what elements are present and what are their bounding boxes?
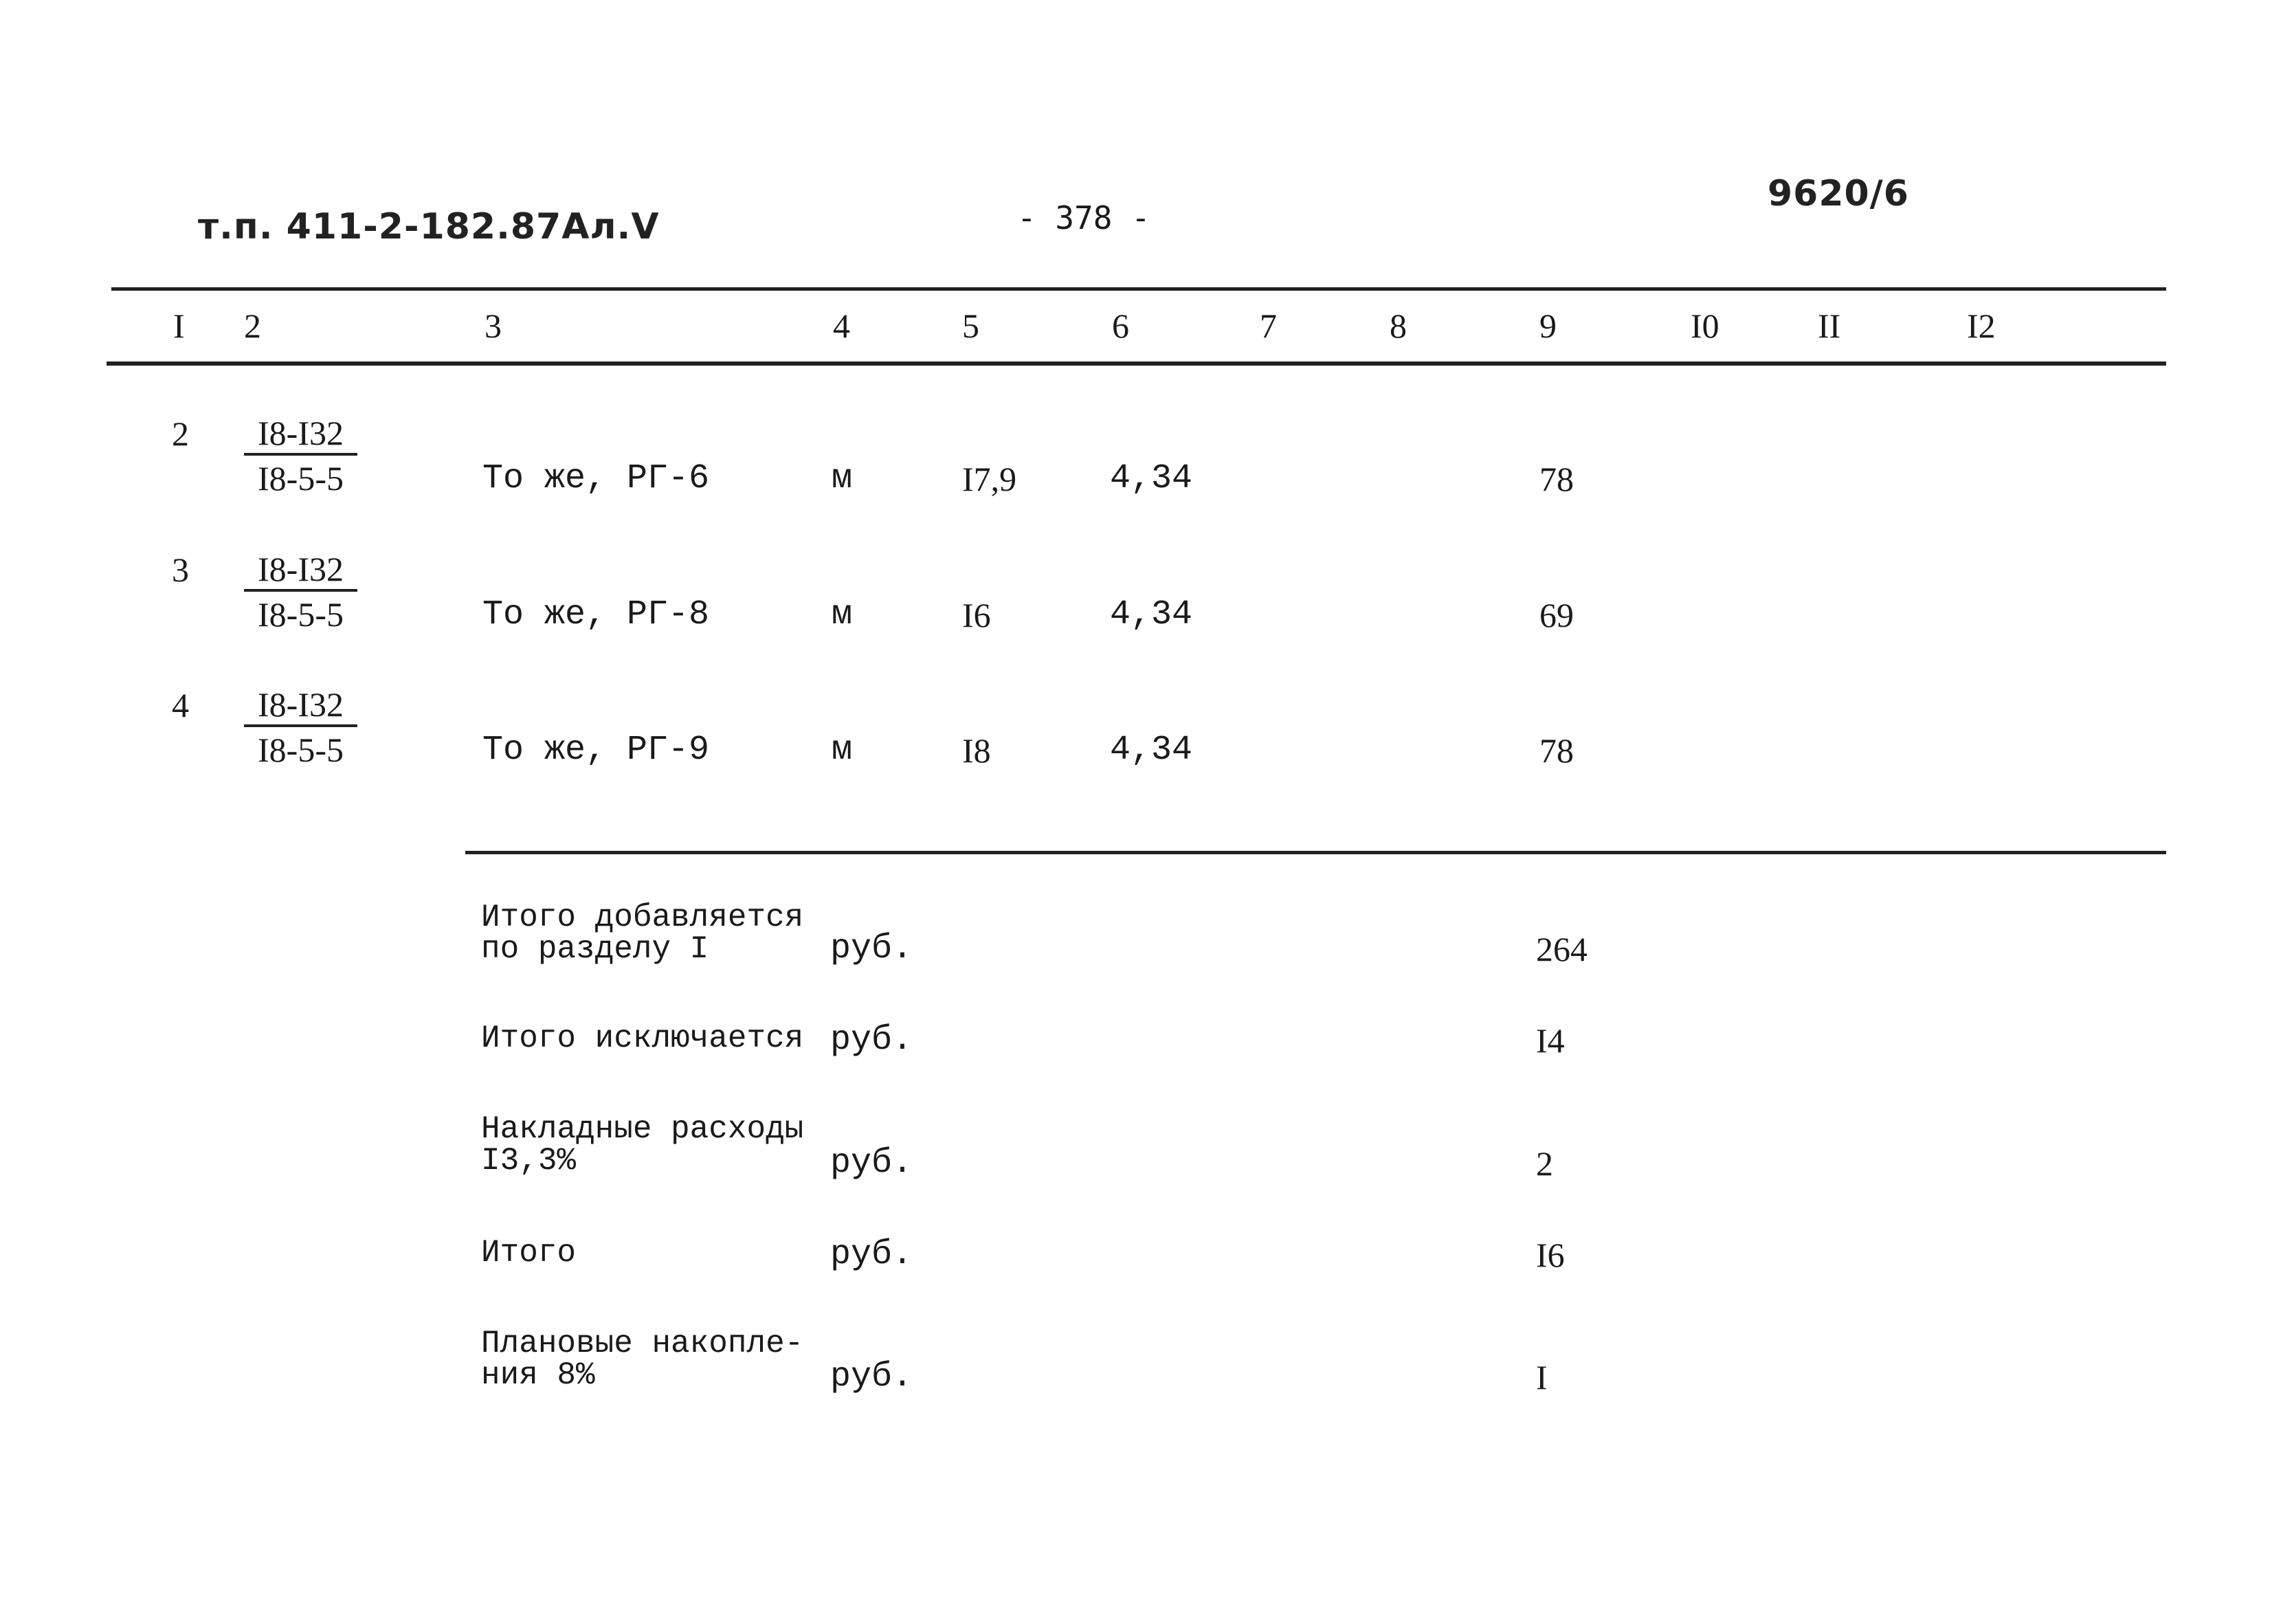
item-name: То же, РГ-9: [482, 731, 710, 770]
document-reference: т.п. 411-2-182.87Ал.V: [198, 206, 660, 247]
summary-label-line1: Итого добавляется: [481, 900, 804, 935]
unit: м: [832, 595, 853, 634]
quantity: I8: [962, 731, 991, 770]
rate-code-top: I8-I32: [244, 687, 357, 727]
total-cost: 78: [1539, 731, 1574, 770]
summary-label-line2: по разделу I: [481, 931, 709, 967]
unit: м: [832, 459, 853, 498]
summary-value: 2: [1536, 1144, 1553, 1183]
rate-code-top: I8-I32: [244, 416, 357, 456]
table-top-rule: [111, 287, 2166, 291]
summary-unit: руб.: [830, 1235, 913, 1274]
rate-code-bottom: I8-5-5: [258, 459, 344, 498]
summary-separator-rule: [465, 851, 2166, 854]
quantity: I6: [962, 596, 991, 634]
col-header-1: I: [173, 307, 185, 345]
summary-value: I4: [1536, 1021, 1565, 1060]
col-header-6: 6: [1112, 307, 1129, 345]
unit-price: 4,34: [1110, 595, 1193, 634]
summary-label-line1: Накладные расходы: [481, 1111, 804, 1147]
col-header-8: 8: [1390, 307, 1407, 345]
page-number: - 378 -: [1017, 199, 1150, 236]
col-header-12: I2: [1967, 307, 1996, 345]
summary-unit: руб.: [830, 1144, 913, 1183]
table-header-rule: [107, 361, 2166, 366]
summary-unit: руб.: [830, 929, 913, 968]
summary-value: I6: [1536, 1236, 1565, 1274]
summary-label-line1: Итого исключается: [481, 1021, 804, 1056]
col-header-3: 3: [485, 307, 502, 345]
summary-label-line1: Плановые накопле-: [481, 1326, 804, 1361]
summary-unit: руб.: [830, 1021, 913, 1060]
row-number: 2: [172, 414, 189, 453]
summary-label-line2: ния 8%: [481, 1357, 595, 1393]
total-cost: 78: [1539, 460, 1574, 498]
unit-price: 4,34: [1110, 459, 1193, 498]
unit: м: [832, 731, 853, 770]
summary-label-line2: I3,3%: [481, 1143, 577, 1179]
col-header-2: 2: [244, 307, 261, 345]
summary-unit: руб.: [830, 1357, 913, 1397]
col-header-10: I0: [1691, 307, 1719, 345]
quantity: I7,9: [962, 460, 1017, 498]
col-header-5: 5: [962, 307, 979, 345]
summary-value: I: [1536, 1358, 1548, 1397]
item-name: То же, РГ-8: [482, 595, 710, 634]
row-number: 4: [172, 686, 189, 724]
col-header-4: 4: [833, 307, 850, 345]
rate-code-bottom: I8-5-5: [258, 595, 344, 634]
col-header-7: 7: [1260, 307, 1277, 345]
rate-code-fraction: [244, 552, 357, 632]
rate-code-fraction: [244, 416, 357, 496]
col-header-9: 9: [1539, 307, 1557, 345]
row-number: 3: [172, 550, 189, 589]
summary-value: 264: [1536, 930, 1588, 968]
rate-code-bottom: I8-5-5: [258, 731, 344, 769]
col-header-11: II: [1818, 307, 1841, 345]
unit-price: 4,34: [1110, 731, 1193, 770]
total-cost: 69: [1539, 596, 1574, 634]
rate-code-fraction: [244, 687, 357, 767]
rate-code-top: I8-I32: [244, 552, 357, 592]
sheet-code: 9620/6: [1768, 173, 1909, 214]
summary-label-line1: Итого: [481, 1235, 577, 1271]
item-name: То же, РГ-6: [482, 459, 710, 498]
